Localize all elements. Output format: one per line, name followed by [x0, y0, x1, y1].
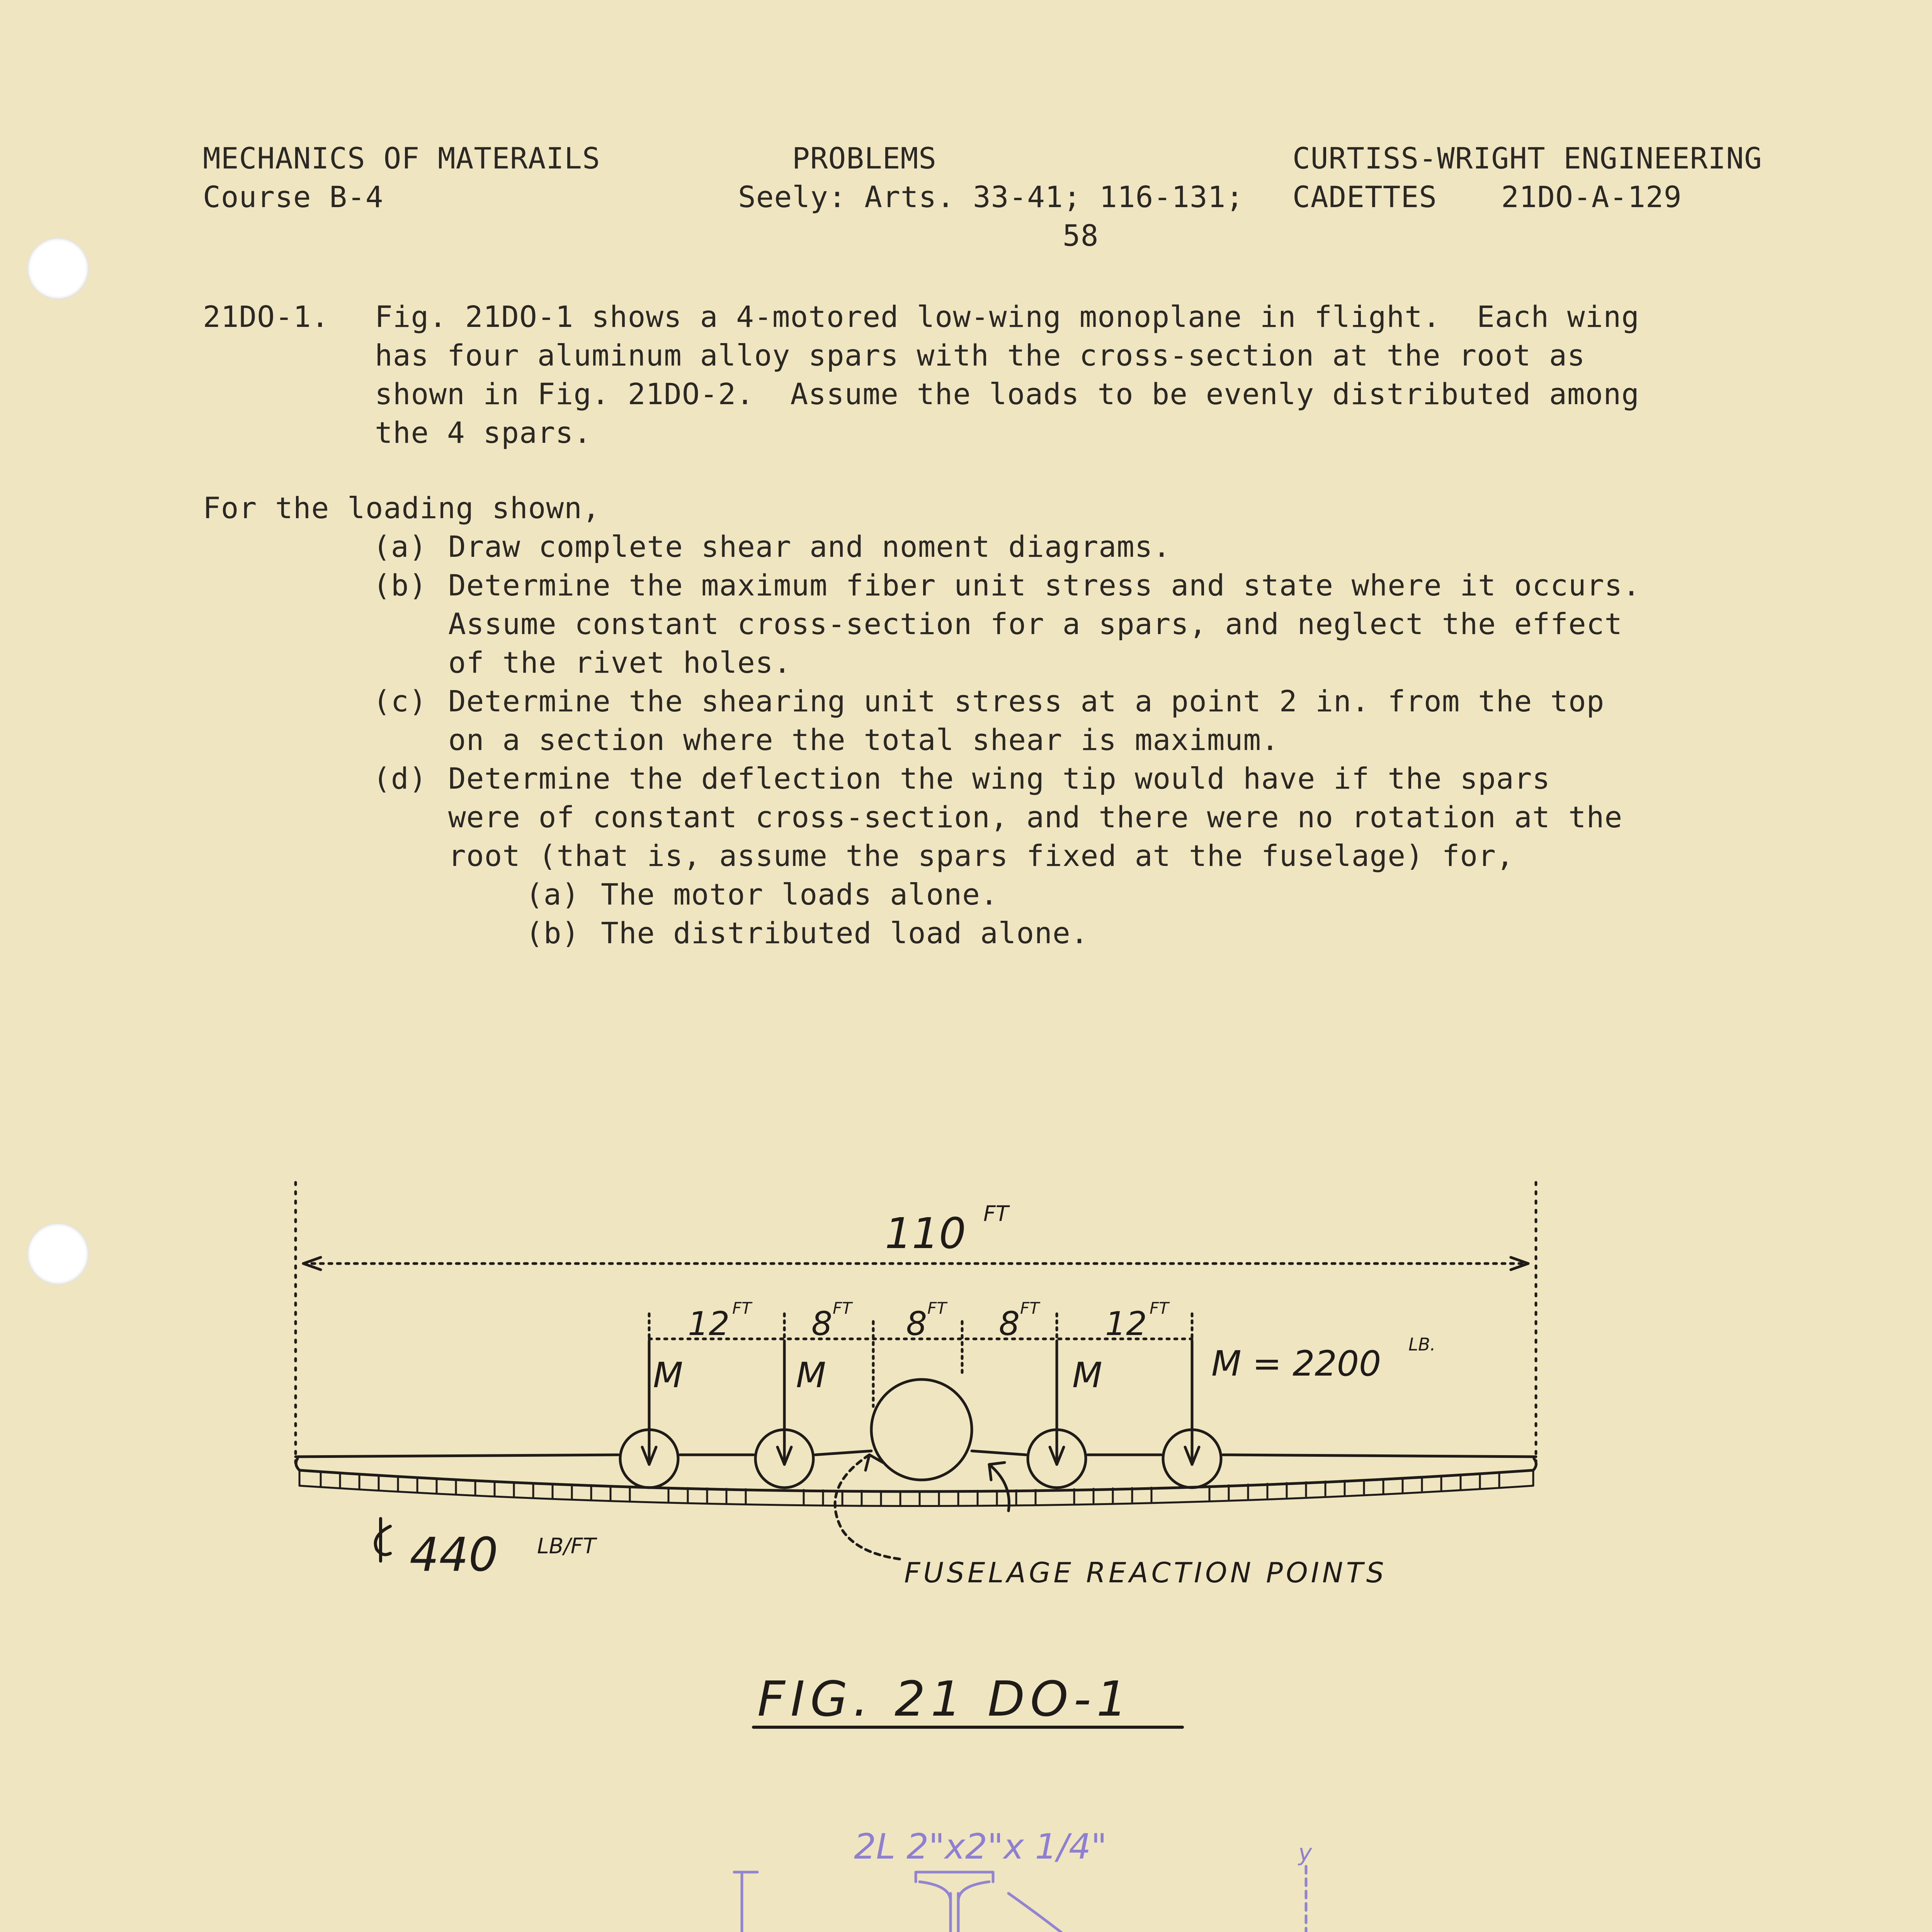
- reaction-points-label: FUSELAGE REACTION POINTS: [904, 1556, 1387, 1589]
- intro-line: Fig. 21DO-1 shows a 4-motored low-wing monoplane in flight. Each wing: [375, 299, 1639, 334]
- motor-load-unit: LB.: [1408, 1334, 1436, 1355]
- part-label: (a): [373, 529, 427, 564]
- span-label: 110: [885, 1209, 966, 1258]
- part-text: of the rivet holes.: [448, 645, 792, 680]
- part-label: (b): [373, 568, 427, 602]
- part-text: Determine the shearing unit stress at a point 2 in. from the top: [448, 684, 1605, 718]
- part-label: (d): [373, 761, 427, 796]
- subpart-text: The distributed load alone.: [601, 916, 1089, 950]
- spacing-unit: FT: [732, 1299, 752, 1318]
- distributed-load-unit: LB/FT: [537, 1534, 596, 1558]
- spacing-unit: FT: [1150, 1299, 1169, 1318]
- part-text: root (that is, assume the spars fixed at the fuselage) for,: [448, 838, 1514, 873]
- document-code: 21DO-A-129: [1501, 180, 1682, 214]
- motor-label: M: [653, 1355, 683, 1396]
- spacing-unit: FT: [1020, 1299, 1039, 1318]
- cadettes: CADETTES: [1293, 180, 1437, 214]
- reference: Seely: Arts. 33-41; 116-131;: [738, 180, 1244, 214]
- distributed-load-label: 440: [410, 1528, 498, 1582]
- part-text: Assume constant cross-section for a spars, and neglect the effect: [448, 607, 1623, 641]
- part-text: Determine the maximum fiber unit stress and state where it occurs.: [448, 568, 1641, 602]
- problem-number: 21DO-1.: [203, 299, 330, 334]
- organization: CURTISS-WRIGHT ENGINEERING: [1293, 141, 1762, 175]
- y-axis-label: y: [1298, 1839, 1312, 1866]
- motor-label: M: [796, 1355, 826, 1396]
- intro-line: has four aluminum alloy spars with the cross-section at the root as: [375, 338, 1585, 372]
- spacing-unit: FT: [833, 1299, 852, 1318]
- intro-line: the 4 spars.: [375, 415, 592, 450]
- page-number: 58: [1063, 218, 1099, 253]
- section-title: PROBLEMS: [792, 141, 937, 175]
- top-angles-label: 2L 2"x2"x 1/4": [854, 1827, 1107, 1867]
- course-title: MECHANICS OF MATERAILS: [203, 141, 600, 175]
- motor-label: M: [1072, 1355, 1102, 1396]
- spacing-label: 8: [811, 1305, 833, 1343]
- course-code: Course B-4: [203, 180, 384, 214]
- intro-line: shown in Fig. 21DO-2. Assume the loads to be evenly distributed among: [375, 377, 1639, 411]
- subpart-label: (a): [526, 877, 580, 912]
- figure-1-caption: FIG. 21 DO-1: [757, 1671, 1133, 1727]
- part-text: were of constant cross-section, and there were no rotation at the: [448, 800, 1623, 834]
- spacing-label: 12: [1105, 1305, 1147, 1343]
- spacing-label: 12: [688, 1305, 730, 1343]
- subpart-label: (b): [526, 916, 580, 950]
- spacing-unit: FT: [927, 1299, 947, 1318]
- spacing-label: 8: [906, 1305, 927, 1343]
- spacing-label: 8: [999, 1305, 1020, 1343]
- part-text: on a section where the total shear is maximum.: [448, 723, 1279, 757]
- part-text: Draw complete shear and noment diagrams.: [448, 529, 1171, 564]
- span-unit: FT: [983, 1201, 1009, 1226]
- lead-text: For the loading shown,: [203, 491, 600, 525]
- subpart-text: The motor loads alone.: [601, 877, 998, 912]
- part-label: (c): [373, 684, 427, 718]
- part-text: Determine the deflection the wing tip would have if the spars: [448, 761, 1551, 796]
- motor-load-label: M = 2200: [1211, 1344, 1381, 1384]
